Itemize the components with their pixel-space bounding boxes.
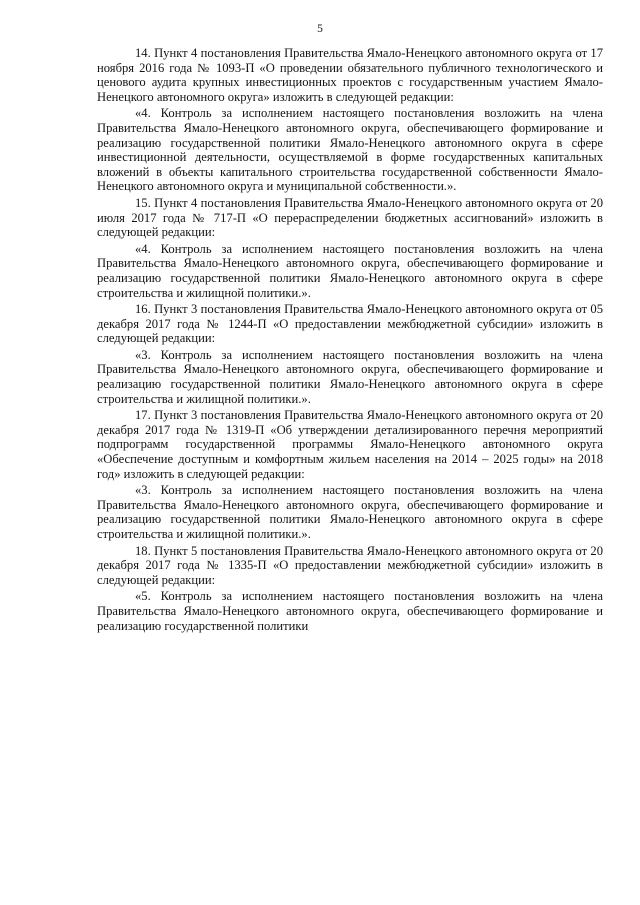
paragraph-quote-item-18: «5. Контроль за исполнением настоящего постановления возложить на члена Правительства Ямало-Ненецкого автономного округа, обеспечивающего формирование и реализацию государственной политики: [97, 589, 603, 633]
paragraph-item-17: 17. Пункт 3 постановления Правительства Ямало-Ненецкого автономного округа от 20 декабря 2017 года № 1319-П «Об утверждении детализированного перечня мероприятий подпрограмм государственной программы Ямало-Ненецкого автономного округа «Обеспечение доступным и комфортным жильем населения на 2014 – 2025 годы» на 2018 год» изложить в следующей редакции:: [97, 408, 603, 481]
paragraph-item-16: 16. Пункт 3 постановления Правительства Ямало-Ненецкого автономного округа от 05 декабря 2017 года № 1244-П «О предоставлении межбюджетной субсидии» изложить в следующей редакции:: [97, 302, 603, 346]
paragraph-quote-item-16: «3. Контроль за исполнением настоящего постановления возложить на члена Правительства Ямало-Ненецкого автономного округа, обеспечивающего формирование и реализацию государственной политики Ямало-Ненецкого автономного округа в сфере строительства и жилищной политики.».: [97, 347, 603, 406]
paragraph-item-18: 18. Пункт 5 постановления Правительства Ямало-Ненецкого автономного округа от 20 декабря 2017 года № 1335-П «О предоставлении межбюджетной субсидии» изложить в следующей редакции:: [97, 543, 603, 587]
paragraph-quote-item-14: «4. Контроль за исполнением настоящего постановления возложить на члена Правительства Ямало-Ненецкого автономного округа, обеспечивающего формирование и реализацию государственной политики Ямало-Ненецкого автономного округа в сфере инвестиционной деятельности, осуществляемой в форме государственных капитальных вложений в объекты капитального строительства государственной собственности Ямало-Ненецкого автономного округа и муниципальной собственности.».: [97, 106, 603, 194]
paragraph-item-15: 15. Пункт 4 постановления Правительства Ямало-Ненецкого автономного округа от 20 июля 2017 года № 717-П «О перераспределении бюджетных ассигнований» изложить в следующей редакции:: [97, 195, 603, 240]
document-body: [97, 46, 603, 634]
paragraph-quote-item-17: «3. Контроль за исполнением настоящего постановления возложить на члена Правительства Ямало-Ненецкого автономного округа, обеспечивающего формирование и реализацию государственной политики Ямало-Ненецкого автономного округа в сфере строительства и жилищной политики.».: [97, 483, 603, 541]
paragraph-quote-item-15: «4. Контроль за исполнением настоящего постановления возложить на члена Правительства Ямало-Ненецкого автономного округа, обеспечивающего формирование и реализацию государственной политики Ямало-Ненецкого автономного округа в сфере строительства и жилищной политики.».: [97, 241, 603, 300]
page-number: 5: [317, 23, 323, 35]
paragraph-item-14: 14. Пункт 4 постановления Правительства Ямало-Ненецкого автономного округа от 17 ноября 2016 года № 1093-П «О проведении обязательного публичного технологического и ценового аудита крупных инвестиционных проектов с государственным участием Ямало-Ненецкого автономного округа» изложить в следующей редакции:: [97, 46, 603, 104]
